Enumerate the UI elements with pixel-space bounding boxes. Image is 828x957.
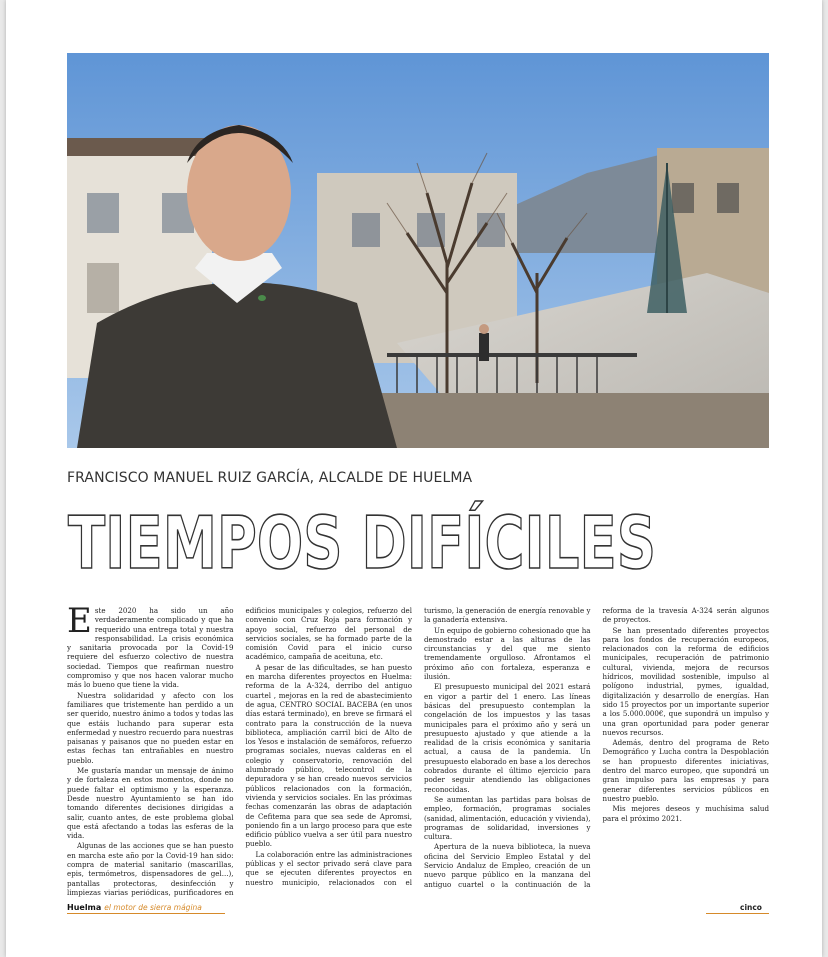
paragraph: Me gustaría mandar un mensaje de ánimo y de fortaleza en estos momentos, donde no puede faltar el optimismo y la esperanza. Desde nuestro Ayuntamiento se han ido tomando diferentes decisiones dirigidas a salir, cuanto antes, de este problema global que está afectando a todas las esferas de la vida. <box>67 766 234 841</box>
paragraph: Mis mejores deseos y muchísima salud para el próximo 2021. <box>602 804 769 823</box>
footer-rule <box>706 913 769 914</box>
footer-tagline: el motor de sierra mágina <box>104 903 202 912</box>
footer-rule <box>67 913 225 914</box>
paragraph: Un equipo de gobierno cohesionado que ha demostrado estar a las alturas de las circunstancias y del que me siento tremendamente orgulloso. Afrontamos el próximo año con fortaleza, esperanza e ilusión. <box>424 625 591 682</box>
paragraph: La colaboración entre las administraciones públicas y el sector privado será clave para que se ejecuten diferentes proyectos en nuestro municipio, relacionados con el turismo, la generación de energía renovable y la ganadería extensiva. <box>245 606 591 887</box>
headline-text: TIEMPOS DIFÍCILES <box>68 501 656 585</box>
paragraph: El presupuesto municipal del 2021 estará en vigor a partir del 1 enero. Las líneas básicas del presupuesto contemplan la congelación de los impuestos y las tasas municipales para el próximo año y será un presupuesto ajustado y que atiende a la realidad de la crisis económica y sanitaria actual, a causa de la pandemia. Un presupuesto elaborado en base a los derechos cobrados durante el último ejercicio para poder seguir atendiendo las obligaciones reconocidas. <box>424 682 591 794</box>
paragraph: Algunas de las acciones que se han puesto en marcha este año por la Covid-19 han sido: compra de material sanitario (mascarillas, epis, termómetros, dispensadores de gel...), pantallas protectoras, desinfección y limpiezas viarias periódicas, purificadores en edificios municipales y colegios, refuerzo del convenio con Cruz Roja para formación y apoyo social, refuerzo del personal de servicios sociales, se ha formado parte de la comisión Covid para el inicio curso académico, campaña de aceituna, etc. <box>67 606 412 897</box>
page-number-label: cinco <box>740 903 762 912</box>
drop-cap: E <box>67 606 92 641</box>
paragraph: Además, dentro del programa de Reto Demográfico y Lucha contra la Despoblación se han propuesto diferentes iniciativas, dentro del marco europeo, que supondrá un gran impulso para las empresas y para generar diferentes servicios públicos en nuestro pueblo. <box>602 738 769 803</box>
paragraph: Se aumentan las partidas para bolsas de empleo, formación, programas sociales (sanidad, alimentación, educación y vivienda), programas de solidaridad, inversiones y cultura. <box>424 794 591 842</box>
article-headline <box>66 500 776 590</box>
paragraph: Este 2020 ha sido un año verdaderamente complicado y que ha requerido una entrega total y nuestra responsabilidad. La crisis económica y sanitaria provocada por la Covid-19 requiere del esfuerzo colectivo de nuestra sociedad. Tiempos que reafirman nuestro compromiso y que nos hacen valorar mucho más lo bueno que tiene la vida. <box>67 606 234 690</box>
paragraph: Apertura de la nueva biblioteca, la nueva oficina del Servicio Empleo Estatal y del Servicio Andaluz de Empleo, creación de un nuevo parque público en la manzana del antiguo cuartel o la continuación de la reforma de la travesía A-324 serán algunos de proyectos. <box>424 606 769 889</box>
article-body <box>67 606 769 898</box>
paragraph: A pesar de las dificultades, se han puesto en marcha diferentes proyectos en Huelma: reforma de la A-324, derribo del antiguo cuartel , mejoras en la red de abastecimiento de agua, CENTRO SOCIAL BACEBA (en unos días estará terminado), en breve se firmará el contrato para la construcción de la nueva biblioteca, ampliación carril bici de Alto de los Yesos e instalación de semáforos, refuerzo programas sociales, nuevas calderas en el colegio y conservatorio, renovación del alumbrado público, telecontrol de la depuradora y se han creado nuevos servicios públicos relacionados con la formación, vivienda y servicios sociales. En las próximas fechas comenzarán las obras de adaptación de Cefitema para que sea sede de Apromsi, poniendo fin a un largo proceso para que este edificio público vuelva a ser útil para nuestro pueblo. <box>245 662 412 849</box>
article-photo <box>67 53 769 448</box>
footer-brand-name: Huelma <box>67 903 102 912</box>
paragraph: Se han presentado diferentes proyectos para los fondos de recuperación europeos, relacionados con la reforma de edificios municipales, recuperación de patrimonio cultural, vivienda, mejora de recursos hídricos, movilidad sostenible, impulso al polígono industrial, pymes, igualdad, digitalización y desarrollo de energías. Han sido 15 proyectos por un importante superior a los 5.000.000€, que supondrá un impulso y una gran oportunidad para poder generar nuevos recursos. <box>602 625 769 737</box>
article-byline: FRANCISCO MANUEL RUIZ GARCÍA, ALCALDE DE HUELMA <box>67 470 473 486</box>
photo-illustration <box>67 53 769 448</box>
footer-brand <box>67 903 202 912</box>
paragraph: Nuestra solidaridad y afecto con los familiares que tristemente han perdido a un ser querido, nuestro ánimo a todos y todas las que estáis luchando para superar esta enfermedad y nuestro recuerdo para nuestras paisanas y paisanos que no pueden estar en estas fechas tan entrañables en nuestro pueblo. <box>67 690 234 765</box>
magazine-page <box>6 0 822 957</box>
